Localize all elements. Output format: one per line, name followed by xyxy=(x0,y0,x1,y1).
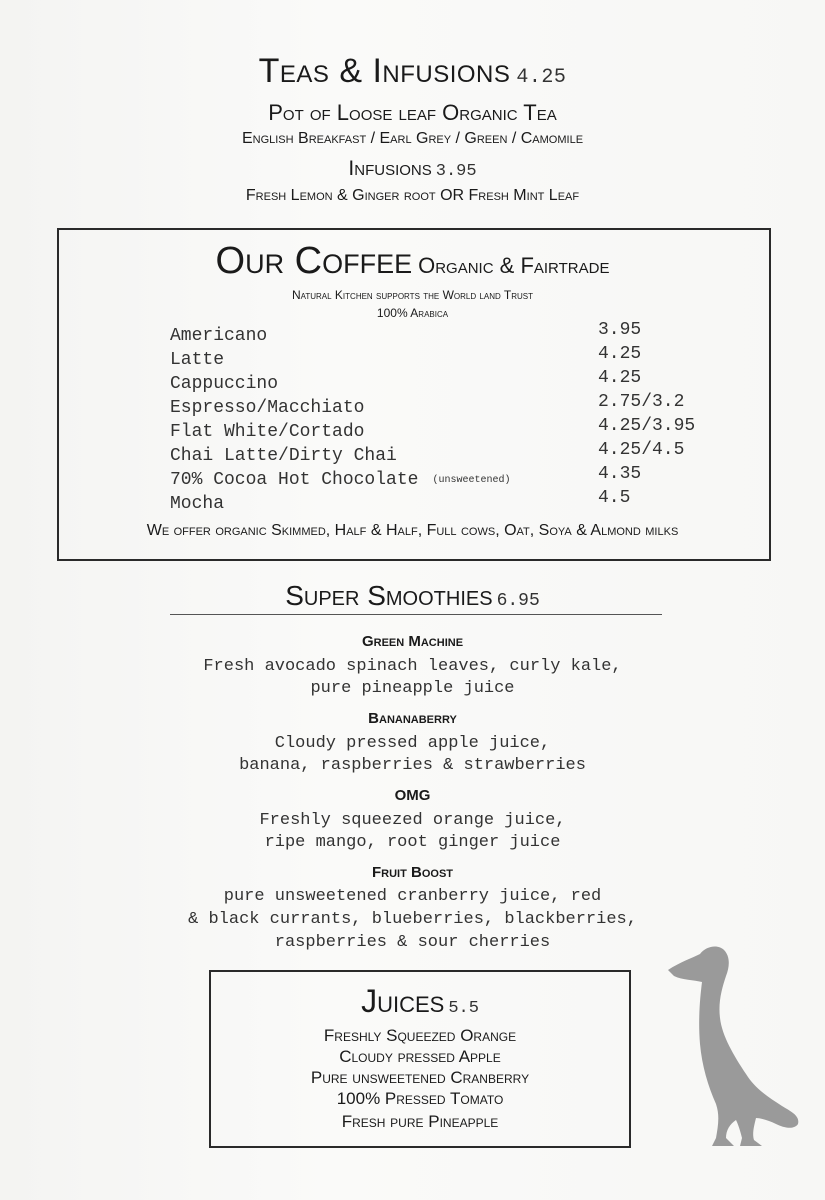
juices-price: 5.5 xyxy=(448,999,479,1018)
smoothies-price: 6.95 xyxy=(496,591,540,611)
smoothie-desc: banana, raspberries & strawberries xyxy=(239,756,586,775)
coffee-arabica-note: 100% Arabica xyxy=(376,306,449,320)
smoothie-name: Bananaberry xyxy=(368,710,457,727)
coffee-item-name-text: 70% Cocoa Hot Chocolate xyxy=(170,470,419,490)
coffee-item xyxy=(170,488,730,518)
coffee-item-name: Americano xyxy=(170,326,268,346)
coffee-item-price: 4.25/3.95 xyxy=(598,416,696,436)
coffee-item-note: (unsweetened) xyxy=(432,475,511,486)
coffee-item-price: 4.35 xyxy=(598,464,642,484)
smoothies-divider xyxy=(170,614,662,615)
coffee-item-name: Flat White/Cortado xyxy=(170,422,365,442)
coffee-item-name: Latte xyxy=(170,350,225,370)
coffee-heading xyxy=(0,240,825,283)
smoothie-name: Green Machine xyxy=(361,633,464,650)
smoothie-desc: & black currants, blueberries, blackberries, xyxy=(188,910,637,929)
coffee-item-name: Mocha xyxy=(170,494,225,514)
smoothie-desc: pure pineapple juice xyxy=(310,679,515,698)
coffee-item xyxy=(170,440,730,470)
tea-pot-line: Pot of Loose leaf Organic Tea xyxy=(268,100,557,125)
smoothie-desc: ripe mango, root ginger juice xyxy=(264,833,561,852)
tea-varieties: English Breakfast / Earl Grey / Green / Camomile xyxy=(241,130,584,147)
juice-item: Fresh pure Pineapple xyxy=(341,1112,499,1131)
teas-price: 4.25 xyxy=(516,66,567,89)
smoothies-title: Super Smoothies xyxy=(285,580,493,611)
coffee-item-name: Espresso/Macchiato xyxy=(170,398,365,418)
infusions-heading xyxy=(0,157,825,181)
coffee-item-price: 3.95 xyxy=(598,320,642,340)
teas-heading xyxy=(0,52,825,91)
coffee-item xyxy=(170,464,730,494)
coffee-item-price: 2.75/3.2 xyxy=(598,392,685,412)
juice-item: 100% Pressed Tomato xyxy=(336,1089,504,1108)
smoothie-name: Fruit Boost xyxy=(372,864,453,881)
smoothies-heading xyxy=(0,580,825,612)
coffee-item xyxy=(170,320,730,350)
juice-item: Pure unsweetened Cranberry xyxy=(310,1068,530,1087)
juice-item: Freshly Squeezed Orange xyxy=(323,1026,517,1045)
duck-silhouette xyxy=(668,947,798,1146)
smoothie-desc: raspberries & sour cherries xyxy=(274,933,551,952)
smoothie-desc: Cloudy pressed apple juice, xyxy=(274,734,551,753)
coffee-item-price: 4.5 xyxy=(598,488,631,508)
coffee-subtitle: Organic & Fairtrade xyxy=(418,253,610,278)
coffee-trust-note: Natural Kitchen supports the World land Trust xyxy=(291,288,534,302)
infusions-price: 3.95 xyxy=(435,162,477,181)
smoothie-desc: Freshly squeezed orange juice, xyxy=(259,811,566,830)
juice-item: Cloudy pressed Apple xyxy=(339,1047,501,1066)
smoothie-name: OMG xyxy=(394,787,431,804)
coffee-item xyxy=(170,344,730,374)
smoothie-desc: pure unsweetened cranberry juice, red xyxy=(223,887,602,906)
coffee-item-name xyxy=(170,470,510,490)
coffee-item-name: Cappuccino xyxy=(170,374,279,394)
coffee-item-price: 4.25/4.5 xyxy=(598,440,685,460)
smoothie-desc: Fresh avocado spinach leaves, curly kale, xyxy=(203,657,622,676)
milk-options-note: We offer organic Skimmed, Half & Half, Full cows, Oat, Soya & Almond milks xyxy=(146,522,679,539)
coffee-title: Our Coffee xyxy=(215,240,413,282)
juices-title: Juices xyxy=(361,983,445,1019)
teas-title: Teas & Infusions xyxy=(258,52,511,90)
coffee-item-name: Chai Latte/Dirty Chai xyxy=(170,446,397,466)
infusions-label: Infusions xyxy=(348,157,432,180)
coffee-item-price: 4.25 xyxy=(598,344,642,364)
coffee-item-price: 4.25 xyxy=(598,368,642,388)
duck-icon xyxy=(660,940,810,1150)
infusion-options: Fresh Lemon & Ginger root OR Fresh Mint Leaf xyxy=(245,187,580,204)
